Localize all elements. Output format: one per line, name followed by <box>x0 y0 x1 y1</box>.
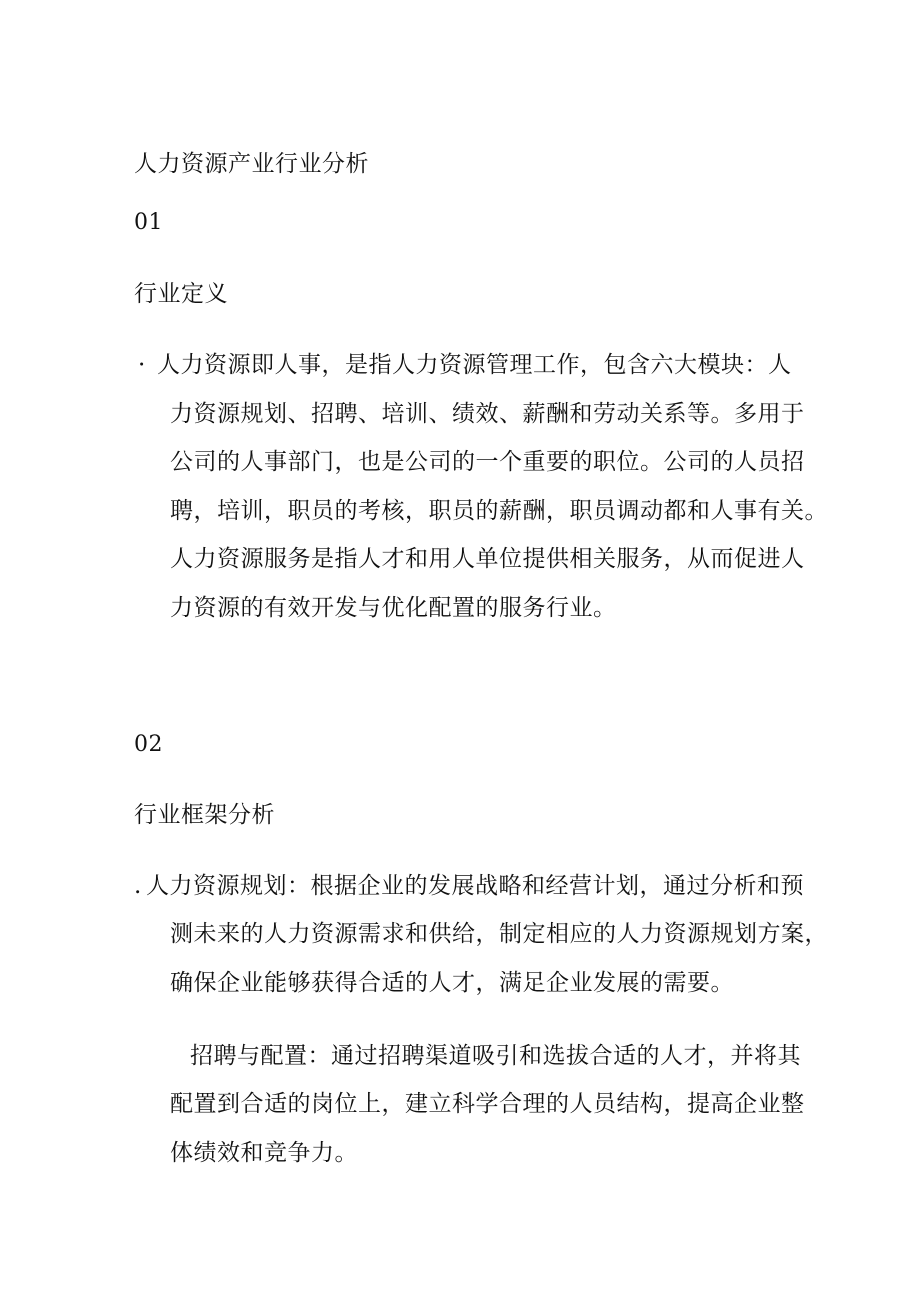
document-title: 人力资源产业行业分析 <box>134 151 369 177</box>
paragraph-line: 测未来的人力资源需求和供给，制定相应的人力资源规划方案， <box>170 921 828 947</box>
item-lead-dot: . <box>134 873 142 899</box>
section-2-number: 02 <box>134 732 163 757</box>
paragraph-line: 人力资源即人事，是指人力资源管理工作，包含六大模块：人 <box>157 352 792 378</box>
section-1-number: 01 <box>134 210 163 235</box>
paragraph-line: 聘，培训，职员的考核，职员的薪酬，职员调动都和人事有关。 <box>170 498 828 524</box>
paragraph-line: 招聘与配置：通过招聘渠道吸引和选拔合适的人才，并将其 <box>190 1043 801 1069</box>
paragraph-line: 确保企业能够获得合适的人才，满足企业发展的需要。 <box>170 970 734 996</box>
paragraph-line: 公司的人事部门，也是公司的一个重要的职位。公司的人员招 <box>170 449 805 475</box>
paragraph-line: 人力资源规划：根据企业的发展战略和经营计划，通过分析和预 <box>146 873 804 899</box>
paragraph-line: 人力资源服务是指人才和用人单位提供相关服务，从而促进人 <box>170 546 805 572</box>
paragraph-line: 配置到合适的岗位上，建立科学合理的人员结构，提高企业整 <box>170 1091 805 1117</box>
paragraph-line: 体绩效和竞争力。 <box>170 1140 358 1166</box>
section-2-heading: 行业框架分析 <box>134 802 275 828</box>
paragraph-line: 力资源规划、招聘、培训、绩效、薪酬和劳动关系等。多用于 <box>170 401 805 427</box>
section-1-heading: 行业定义 <box>134 281 228 307</box>
bullet-mark: · <box>138 352 146 378</box>
paragraph-line: 力资源的有效开发与优化配置的服务行业。 <box>170 595 617 621</box>
